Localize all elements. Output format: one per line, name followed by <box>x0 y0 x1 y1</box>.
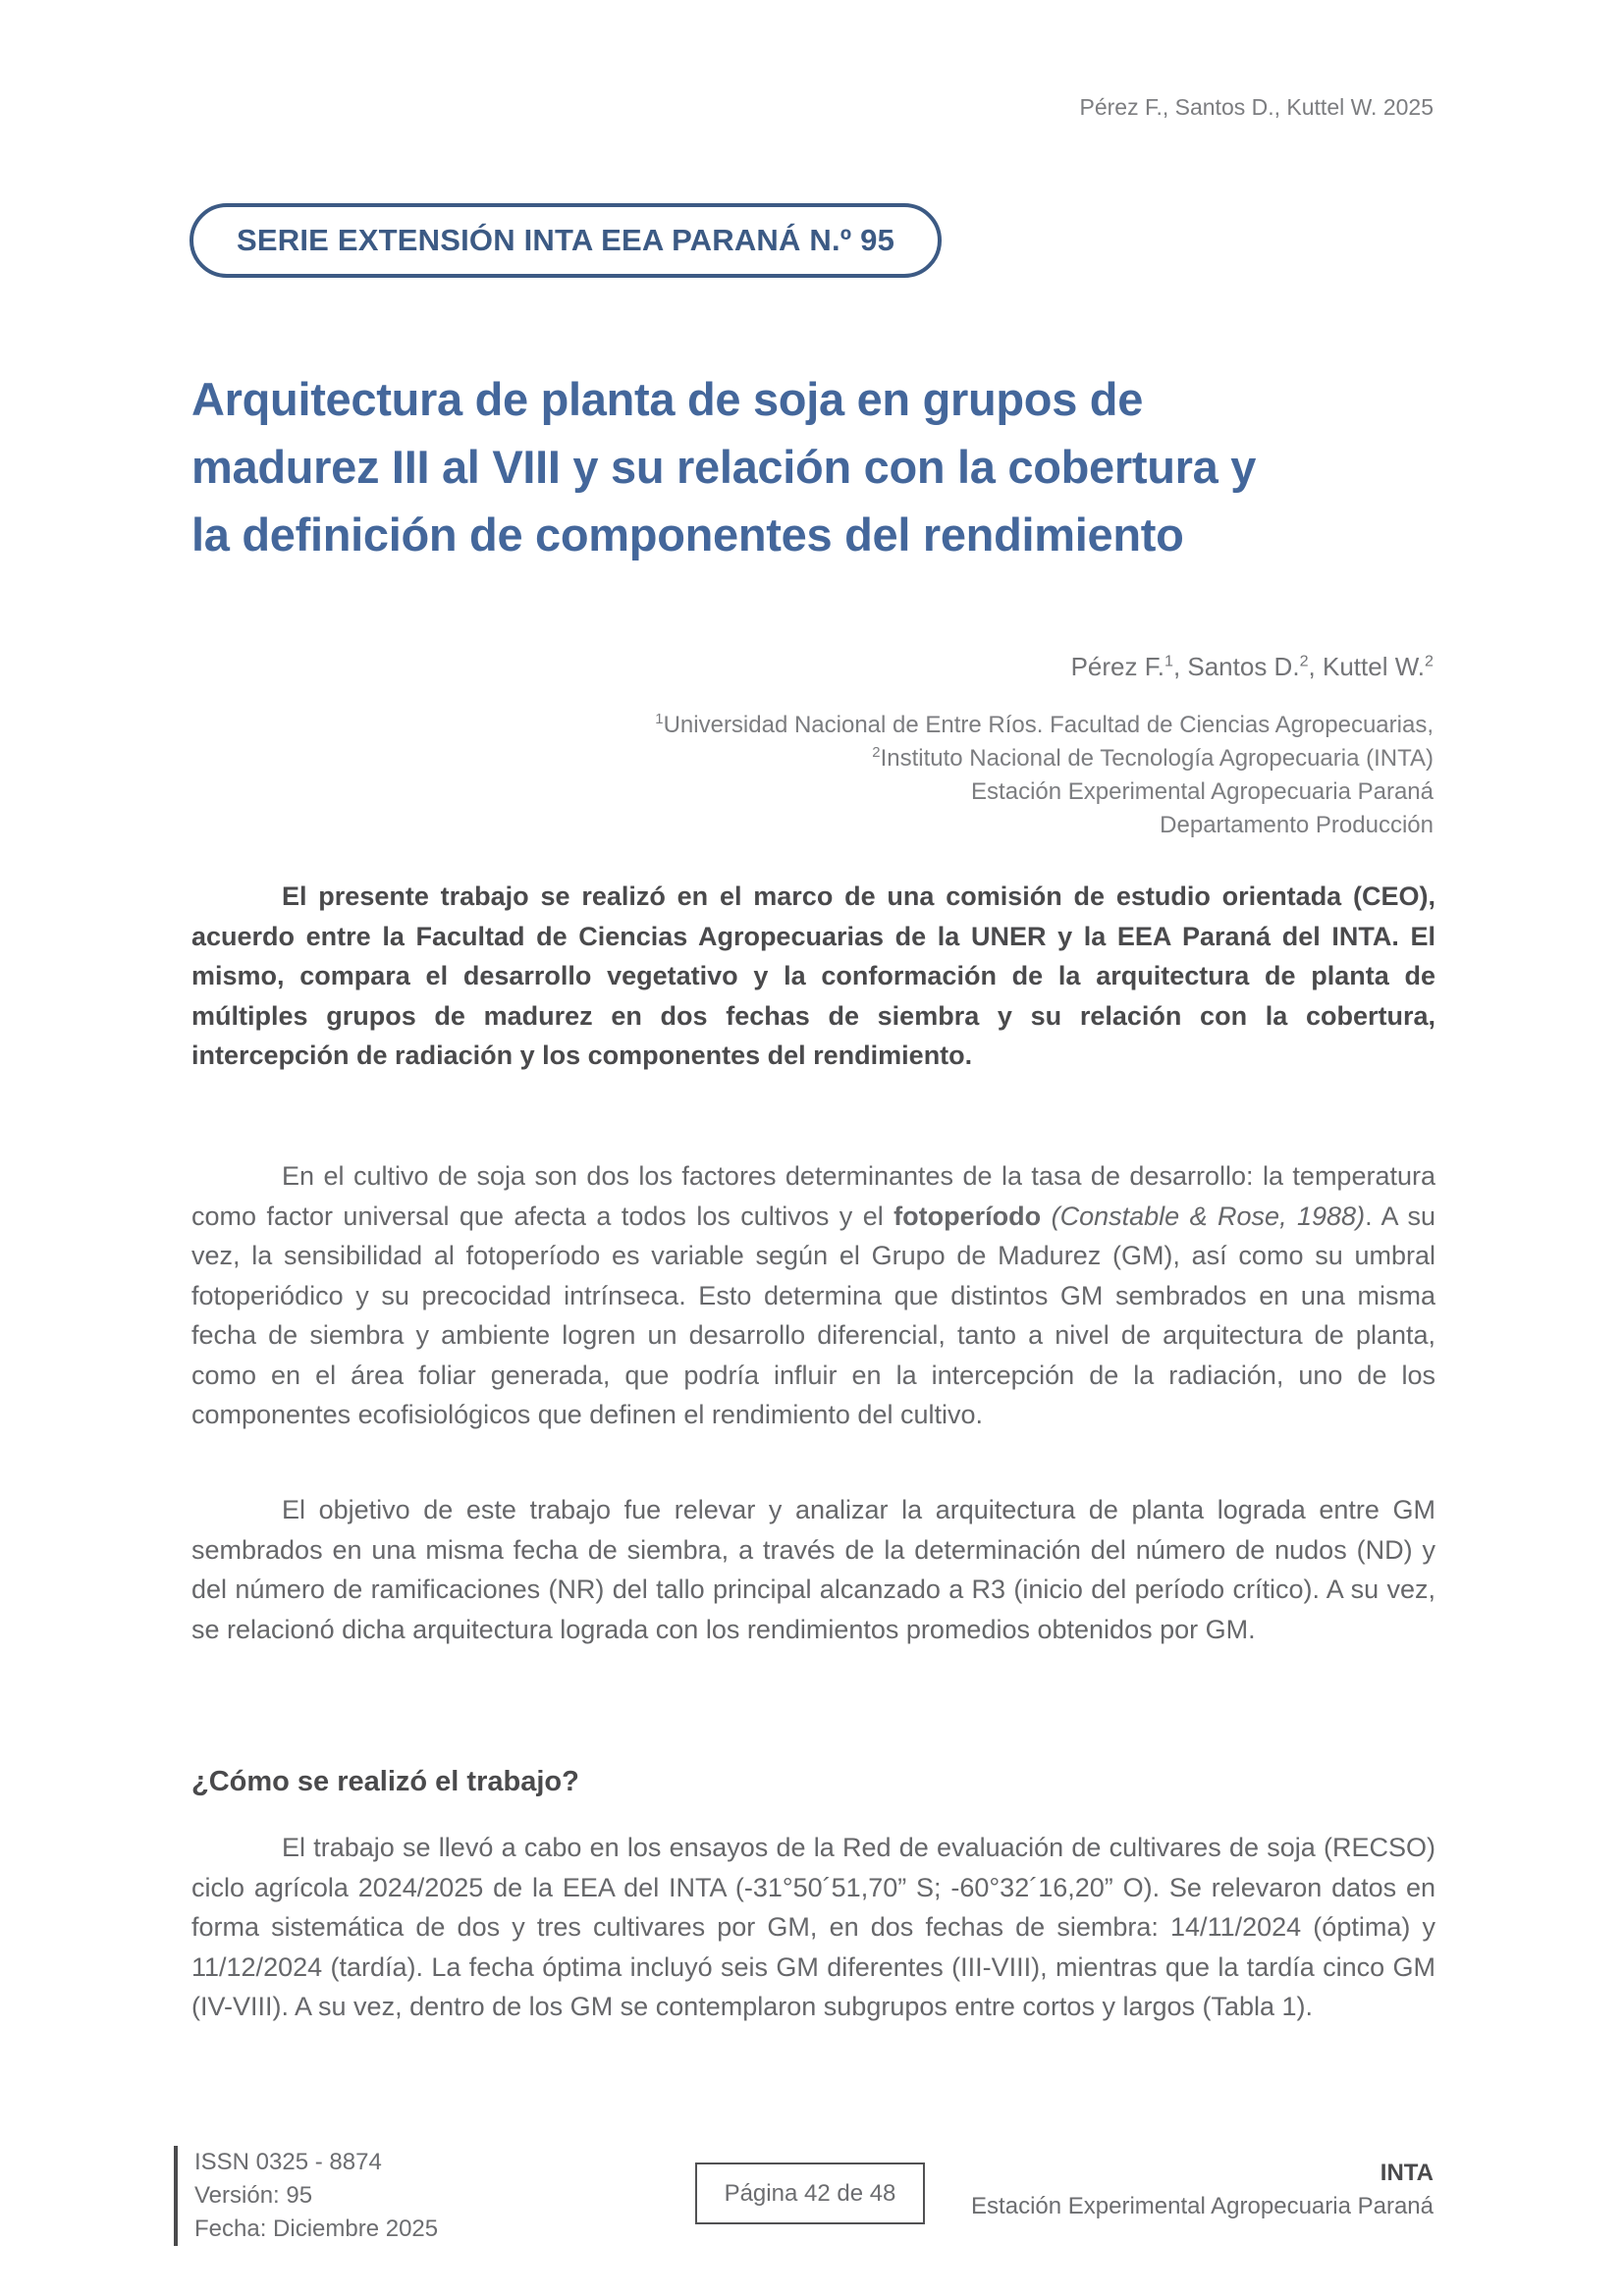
affiliations-block <box>191 709 1434 842</box>
abstract-paragraph: El presente trabajo se realizó en el marco de una comisión de estudio orientada (CEO), acuerdo entre la Facultad de Ciencias Agropecuarias de la UNER y la EEA Paraná del INTA. El mismo, compara el desarrollo vegetativo y la conformación de la arquitectura de planta de múltiples grupos de madurez en dos fechas de siembra y su relación con la cobertura, intercepción de radiación y los componentes del rendimiento. <box>191 881 1435 1070</box>
paragraph-methods: El trabajo se llevó a cabo en los ensayos de la Red de evaluación de cultivares de soja (RECSO) ciclo agrícola 2024/2025 de la EEA del INTA (-31°50´51,70” S; -60°32´16,20” O). Se relevaron datos en forma sistemática de dos y tres cultivares por GM, en dos fechas de siembra: 14/11/2024 (óptima) y 11/12/2024 (tardía). La fecha óptima incluyó seis GM diferentes (III-VIII), mientras que la tardía cinco GM (IV-VIII). A su vez, dentro de los GM se contemplaron subgrupos entre cortos y largos (Tabla 1). <box>191 1833 1435 2021</box>
footer-version: Versión: 95 <box>194 2182 313 2209</box>
affiliation-line: $^1$Universidad Nacional de Entre Ríos. Facultad de Ciencias Agropecuarias, <box>655 712 1434 738</box>
series-badge-label: SERIE EXTENSIÓN INTA EEA PARANÁ N.º 95 <box>237 223 895 257</box>
page-number-label: Página 42 de 48 <box>724 2179 896 2207</box>
affiliation-line: $^2$Instituto Nacional de Tecnología Agropecuaria (INTA) <box>872 745 1434 772</box>
footer-issn: ISSN 0325 - 8874 <box>194 2149 382 2175</box>
title-line-1: Arquitectura de planta de soja en grupos de <box>191 373 1144 425</box>
title-line-2: madurez III al VIII y su relación con la cobertura y <box>191 441 1257 493</box>
paragraph-objective: El objetivo de este trabajo fue relevar y analizar la arquitectura de planta lograda entre GM sembrados en una misma fecha de siembra, a través de la determinación del número de nudos (ND) y del número de ramificaciones (NR) del tallo principal alcanzado a R3 (inicio del período crítico). A su vez, se relacionó dicha arquitectura lograda con los rendimientos promedios obtenidos por GM. <box>191 1495 1435 1644</box>
affiliation-line: Departamento Producción <box>1160 812 1434 838</box>
footer-date: Fecha: Diciembre 2025 <box>194 2216 439 2242</box>
series-badge <box>189 203 942 278</box>
affiliation-line: Estación Experimental Agropecuaria Paraná <box>971 778 1434 805</box>
footer-publication-info <box>174 2146 438 2246</box>
section-heading-methods: ¿Cómo se realizó el trabajo? <box>191 1766 579 1797</box>
footer-organization <box>844 2157 1434 2223</box>
footer-org-name: INTA <box>1380 2160 1434 2186</box>
paragraph-intro: En el cultivo de soja son dos los factores determinantes de la tasa de desarrollo: la temperatura como factor universal que afecta a todos los cultivos y el fotoperíodo (Constable & Rose, 1988). A su vez, la sensibilidad al fotoperíodo es variable según el Grupo de Madurez (GM), así como su umbral fotoperiódico y su precocidad intrínseca. Esto determina que distintos GM sembrados en una misma fecha de siembra y ambiente logren un desarrollo diferencial, tanto a nivel de arquitectura de planta, como en el área foliar generada, que podría influir en la intercepción de la radiación, uno de los componentes ecofisiológicos que definen el rendimiento del cultivo. <box>191 1161 1435 1429</box>
header-citation: Pérez F., Santos D., Kuttel W. 2025 <box>1079 94 1434 120</box>
footer-org-location: Estación Experimental Agropecuaria Paraná <box>971 2193 1434 2219</box>
article-title <box>191 365 1488 568</box>
author-byline: Pérez F.$^1$, Santos D.$^2$, Kuttel W.$^2$ <box>1070 652 1434 681</box>
title-line-3: la definición de componentes del rendimiento <box>191 508 1184 561</box>
